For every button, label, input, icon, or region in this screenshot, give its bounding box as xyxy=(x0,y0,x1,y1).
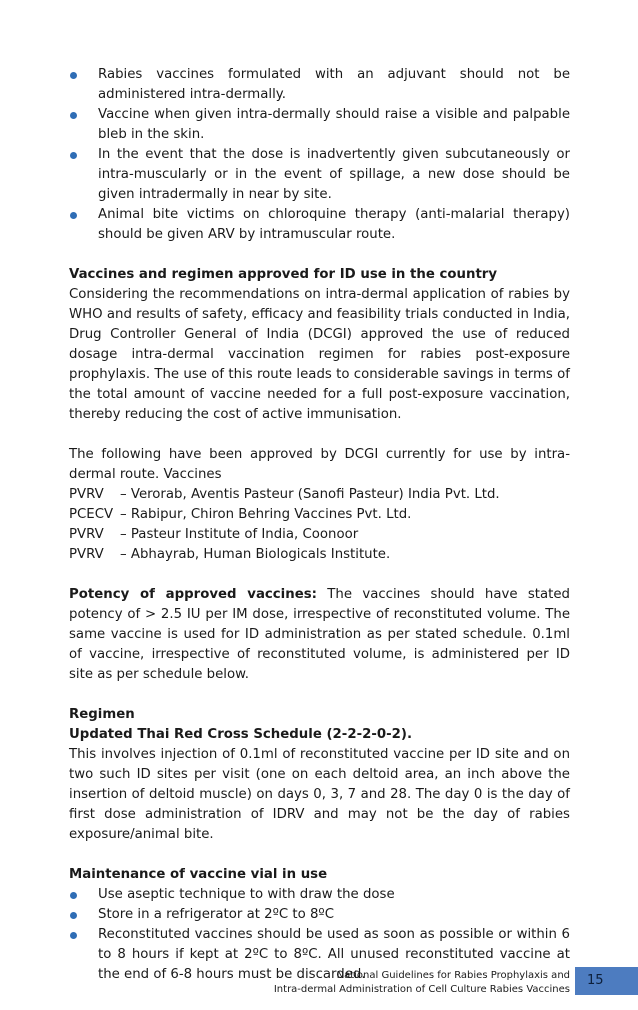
vaccine-desc: – Pasteur Institute of India, Coonoor xyxy=(120,527,359,542)
footer-line-2: Intra-dermal Administration of Cell Culture Rabies Vaccines xyxy=(273,984,570,995)
bullet-icon xyxy=(70,112,77,119)
page-number: 15 xyxy=(575,967,638,995)
potency-paragraph xyxy=(69,585,570,685)
footer-line-1: National Guidelines for Rabies Prophylaxis and xyxy=(336,970,570,981)
potency-text: The vaccines should have stated potency of > 2.5 IU per IM dose, irrespective of reconstituted volume. The same vaccine is used for ID administration as per stated schedule. 0.1ml of vaccine, irrespective of reconstituted volume, is administered per ID site as per schedule below. xyxy=(69,587,570,682)
bullet-text: In the event that the dose is inadvertently given subcutaneously or intra-muscularly or in the event of spillage, a new dose should be given intradermally in near by site. xyxy=(98,147,570,202)
running-footer xyxy=(274,969,570,997)
vaccine-abbr: PCECV xyxy=(69,507,114,522)
vaccine-desc: – Verorab, Aventis Pasteur (Sanofi Pasteur) India Pvt. Ltd. xyxy=(120,487,500,502)
list-item xyxy=(69,105,570,145)
bullet-text: Reconstituted vaccines should be used as soon as possible or within 6 to 8 hours if kept at 2ºC to 8ºC. All unused reconstituted vaccine at the end of 6-8 hours must be discarded. xyxy=(98,927,570,982)
intro-bullet-list xyxy=(69,65,570,245)
vaccine-abbr: PVRV xyxy=(69,547,104,562)
regimen-body: This involves injection of 0.1ml of reconstituted vaccine per ID site and on two such ID sites per visit (one on each deltoid area, an inch above the insertion of deltoid muscle) on days 0, 3, 7 and 28. The day 0 is the day of first dose administration of IDRV and may not be the day of rabies exposure/animal bite. xyxy=(69,747,570,842)
vaccine-abbr: PVRV xyxy=(69,527,104,542)
list-item xyxy=(69,905,570,925)
vaccine-row xyxy=(69,505,570,525)
vaccine-desc: – Rabipur, Chiron Behring Vaccines Pvt. Ltd. xyxy=(120,507,412,522)
regimen-heading: Regimen xyxy=(69,707,135,722)
potency-label: Potency of approved vaccines: xyxy=(69,587,317,602)
vaccine-row xyxy=(69,485,570,505)
approved-body: Considering the recommendations on intra-dermal application of rabies by WHO and results of safety, efficacy and feasibility trials conducted in India, Drug Controller General of India (DCGI) approved the use of reduced dosage intra-dermal vaccination regimen for rabies post-exposure prophylaxis. The use of this route leads to considerable savings in terms of the total amount of vaccine needed for a full post-exposure vaccination, thereby reducing the cost of active immunisation. xyxy=(69,287,570,422)
bullet-text: Vaccine when given intra-dermally should raise a visible and palpable bleb in the skin. xyxy=(98,107,570,142)
bullet-icon xyxy=(70,152,77,159)
list-item xyxy=(69,885,570,905)
dcgi-intro: The following have been approved by DCGI currently for use by intra-dermal route. Vaccines xyxy=(69,447,570,482)
vaccine-row xyxy=(69,525,570,545)
vaccine-row xyxy=(69,545,570,565)
bullet-text: Store in a refrigerator at 2ºC to 8ºC xyxy=(98,907,334,922)
list-item xyxy=(69,205,570,245)
bullet-text: Rabies vaccines formulated with an adjuvant should not be administered intra-dermally. xyxy=(98,67,570,102)
bullet-icon xyxy=(70,212,77,219)
maintenance-heading: Maintenance of vaccine vial in use xyxy=(69,867,328,882)
vaccine-desc: – Abhayrab, Human Biologicals Institute. xyxy=(120,547,391,562)
bullet-icon xyxy=(70,892,77,899)
list-item xyxy=(69,65,570,105)
vaccine-abbr: PVRV xyxy=(69,487,104,502)
bullet-icon xyxy=(70,932,77,939)
vaccine-list xyxy=(69,485,570,565)
list-item xyxy=(69,145,570,205)
bullet-text: Animal bite victims on chloroquine therapy (anti-malarial therapy) should be given ARV by intramuscular route. xyxy=(98,207,570,242)
bullet-text: Use aseptic technique to with draw the dose xyxy=(98,887,395,902)
bullet-icon xyxy=(70,912,77,919)
bullet-icon xyxy=(70,72,77,79)
approved-heading: Vaccines and regimen approved for ID use in the country xyxy=(69,267,498,282)
regimen-subheading: Updated Thai Red Cross Schedule (2-2-2-0-2). xyxy=(69,727,413,742)
page-content xyxy=(69,65,570,985)
